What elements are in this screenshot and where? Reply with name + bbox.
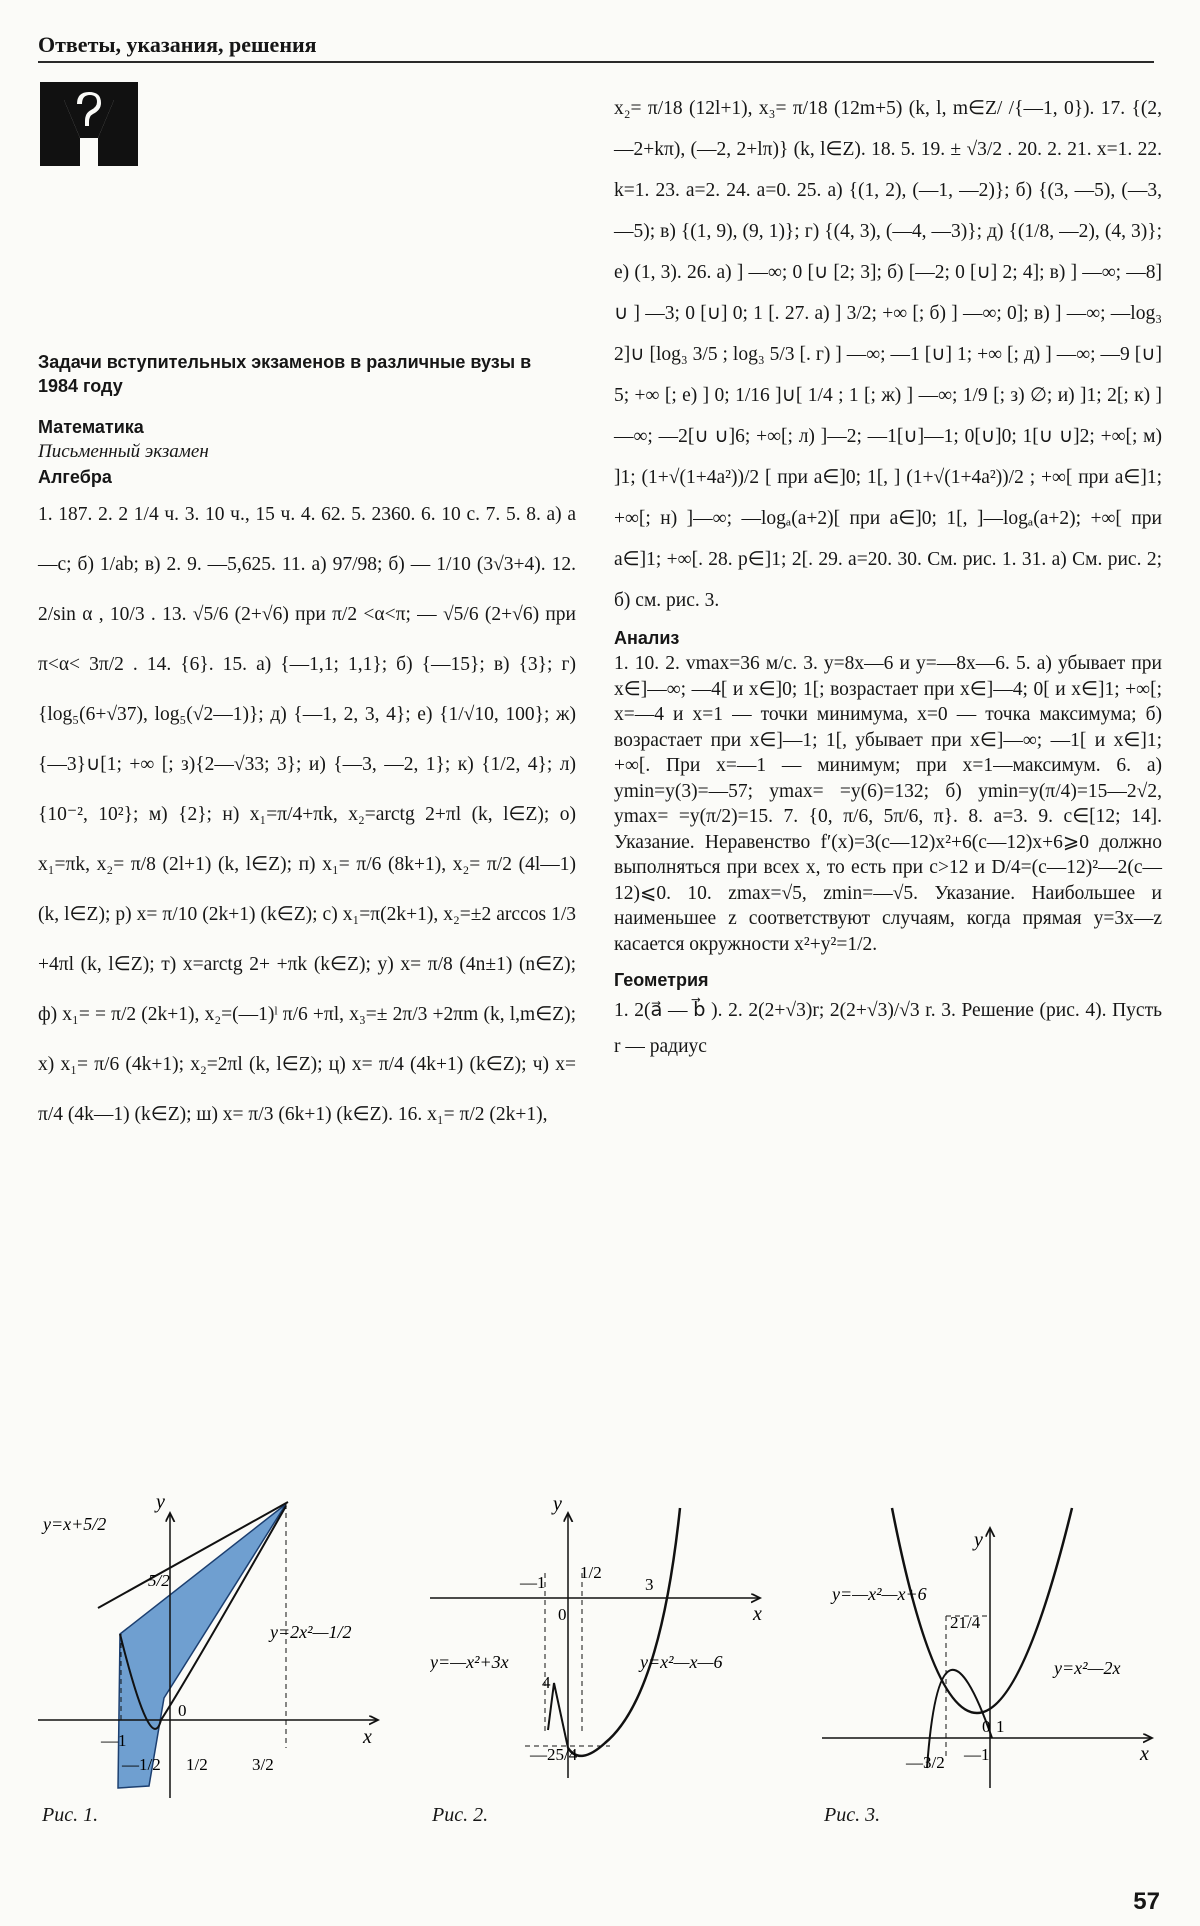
figure-3 xyxy=(822,1498,1172,1798)
right-column xyxy=(614,88,1162,1065)
fig2-origin: 0 xyxy=(558,1605,567,1624)
question-mark-logo-icon xyxy=(40,82,138,166)
algebra-heading: Алгебра xyxy=(38,467,112,487)
fig3-curve1-label: y=—x²—x+6 xyxy=(832,1584,927,1604)
fig2-tick-half: 1/2 xyxy=(580,1563,602,1582)
fig1-origin: 0 xyxy=(178,1701,187,1720)
analysis-answers: 1. 10. 2. vmax=36 м/с. 3. y=8x—6 и y=—8x—6. 5. а) убывает при x∈]—∞; —4[ и x∈]0; 1[; возрастает при x∈]—4; 0[ и x∈]1; +∞[; x=—4 и x=1 — точки минимума, x=0 — точка максимума; б) возрастает при x∈]—1; 1[, убывает при x∈]—∞; —1[ и x∈]1; +∞[. При x=—1 — минимум; при x=1—максимум. 6. а) ymin=y(3)=—57; ymax= =y(6)=132; б) ymin=y(π/4)=15—2√2, ymax= =y(π/2)=15. 7. {0, π/6, 5π/6, π}. 8. a=3. 9. c∈[12; 14]. Указание. Неравенство f′(x)=3(c—12)x²+6(c—12)x+6⩾0 должно выполняться при всех x, то есть при c>12 и D/4=(c—12)²—2(c—12)⩽0. 10. zmax=√5, zmin=—√5. Указание. Наибольшее и наименьшее z соответствуют случаям, когда прямая y=3x—z касается окружности x²+y²=1/2. xyxy=(614,653,1162,955)
geometry-heading: Геометрия xyxy=(614,970,709,990)
fig2-tick-three: 3 xyxy=(645,1575,654,1594)
header-rule xyxy=(38,61,1154,63)
subject-heading: Математика xyxy=(38,417,144,437)
fig3-x-label: x xyxy=(1140,1743,1149,1765)
figure-1 xyxy=(38,1498,388,1798)
fig2-tick-m1: —1 xyxy=(520,1573,546,1592)
fig3-y-label: y xyxy=(974,1529,983,1551)
fig2-x-label: x xyxy=(753,1603,762,1625)
fig1-y-label: y xyxy=(156,1498,165,1513)
fig2-curve2-label: y=x²—x—6 xyxy=(640,1652,723,1672)
figure-2 xyxy=(430,1498,780,1798)
fig2-curve1-label: y=—x²+3x xyxy=(430,1652,509,1672)
fig1-tick-three-half: 3/2 xyxy=(252,1755,274,1774)
article-heading: Задачи вступительных экзаменов в различные вузы в 1984 году xyxy=(38,352,532,396)
fig3-tick-21-4: 21/4 xyxy=(950,1613,981,1632)
fig1-x-label: x xyxy=(363,1726,372,1748)
figure-3-caption: Рис. 3. xyxy=(824,1804,881,1826)
figure-1-caption: Рис. 1. xyxy=(42,1804,99,1826)
fig3-tick-m3-2: —3/2 xyxy=(906,1753,945,1772)
running-header: Ответы, указания, решения xyxy=(38,32,317,57)
algebra-answers-continued: x₂= π/18 (12l+1), x₃= π/18 (12m+5) (k, l, m∈Z/ /{—1, 0}). 17. {(2, —2+kπ), (—2, 2+lπ)} (k, l∈Z). 18. 5. 19. ± √3/2 . 20. 2. 21. x=1. 22. k=1. 23. a=2. 24. a=0. 25. а) {(1, 2), (—1, —2)}; б) {(3, —5), (—3, —5); в) {(1, 9), (9, 1)}; г) {(4, 3), (—4, —3)}; д) {(1/8, —2), (4, 3)}; е) (1, 3). 26. а) ] —∞; 0 [∪ [2; 3]; б) [—2; 0 [∪] 2; 4]; в) ] —∞; —8] ∪ ] —3; 0 [∪] 0; 1 [. 27. а) ] 3/2; +∞ [; б) ] —∞; 0]; в) ] —∞; —log₃ 2]∪ [log₃ 3/5 ; log₃ 5/3 [. г) ] —∞; —1 [∪] 1; +∞ [; д) ] —∞; —9 [∪] 5; +∞ [; е) ] 0; 1/16 ]∪[ 1/4 ; 1 [; ж) ] —∞; 1/9 [; з) ∅; и) ]1; 2[; к) ]—∞; —2[∪ ∪]6; +∞[; л) ]—2; —1[∪]—1; 0[∪]0; 1[∪ ∪]2; +∞[; м) ]1; (1+√(1+4a²))/2 [ при a∈]0; 1[, ] (1+√(1+4a²))/2 ; +∞[ при a∈]1; +∞[; н) ]—∞; —logₐ(a+2)[ при a∈]0; 1[, ]—logₐ(a+2); +∞[ при a∈]1; +∞[. 28. p∈]1; 2[. 29. a=20. 30. См. рис. 1. 31. а) См. рис. 2; б) см. рис. 3. xyxy=(614,98,1162,611)
fig1-parabola-label: y=2x²—1/2 xyxy=(270,1622,352,1642)
fig1-tick-five-half: 5/2 xyxy=(148,1571,170,1590)
fig3-tick-m1: —1 xyxy=(964,1745,990,1764)
fig2-y-label: y xyxy=(553,1498,562,1515)
fig1-tick-m-half: —1/2 xyxy=(122,1755,161,1774)
fig2-tick-m25-4: —25/4 xyxy=(530,1745,578,1764)
fig1-line-label: y=x+5/2 xyxy=(43,1514,107,1534)
fig1-tick-half: 1/2 xyxy=(186,1755,208,1774)
fig3-tick-one: 1 xyxy=(996,1717,1005,1736)
exam-heading: Письменный экзамен xyxy=(38,441,209,462)
page-number: 57 xyxy=(1133,1888,1160,1915)
left-column xyxy=(38,350,576,1140)
fig1-tick-m1: —1 xyxy=(101,1731,127,1750)
fig2-tick-four: 4 xyxy=(542,1673,551,1692)
figure-2-caption: Рис. 2. xyxy=(432,1804,489,1826)
geometry-answers: 1. 2(a⃗ — b⃗ ). 2. 2(2+√3)r; 2(2+√3)/√3 r. 3. Решение (рис. 4). Пусть r — радиус xyxy=(614,1000,1162,1057)
fig3-origin: 0 xyxy=(982,1717,991,1736)
fig3-curve2-label: y=x²—2x xyxy=(1054,1658,1121,1678)
algebra-answers: 1. 187. 2. 2 1/4 ч. 3. 10 ч., 15 ч. 4. 62. 5. 2360. 6. 10 с. 7. 5. 8. а) a—c; б) 1/ab; в) 2. 9. —5,625. 11. а) 97/98; б) — 1/10 (3√3+4). 12. 2/sin α , 10/3 . 13. √5/6 (2+√6) при π/2 <α<π; — √5/6 (2+√6) при π<α< 3π/2 . 14. {6}. 15. а) {—1,1; 1,1}; б) {—15}; в) {3}; г) {log₅(6+√37), log₅(√2—1)}; д) {—1, 2, 3, 4}; е) {1/√10, 100}; ж) {—3}∪[1; +∞ [; з){2—√33; 3}; и) {—3, —2, 1}; к) {1/2, 4}; л) {10⁻², 10²}; м) {2}; н) x₁=π/4+πk, x₂=arctg 2+πl (k, l∈Z); о) x₁=πk, x₂= π/8 (2l+1) (k, l∈Z); п) x₁= π/6 (8k+1), x₂= π/2 (4l—1) (k, l∈Z); р) x= π/10 (2k+1) (k∈Z); с) x₁=π(2k+1), x₂=±2 arccos 1/3 +4πl (k, l∈Z); т) x=arctg 2+ +πk (k∈Z); у) x= π/8 (4n±1) (n∈Z); ф) x₁= = π/2 (2k+1), x₂=(—1)ˡ π/6 +πl, x₃=± 2π/3 +2πm (k, l,m∈Z); х) x₁= π/6 (4k+1); x₂=2πl (k, l∈Z); ц) x= π/4 (4k+1) (k∈Z); ч) x= π/4 (4k—1) (k∈Z); ш) x= π/3 (6k+1) (k∈Z). 16. x₁= π/2 (2k+1), xyxy=(38,504,576,1125)
shaded-region xyxy=(118,1504,286,1788)
analysis-heading: Анализ xyxy=(614,628,680,648)
